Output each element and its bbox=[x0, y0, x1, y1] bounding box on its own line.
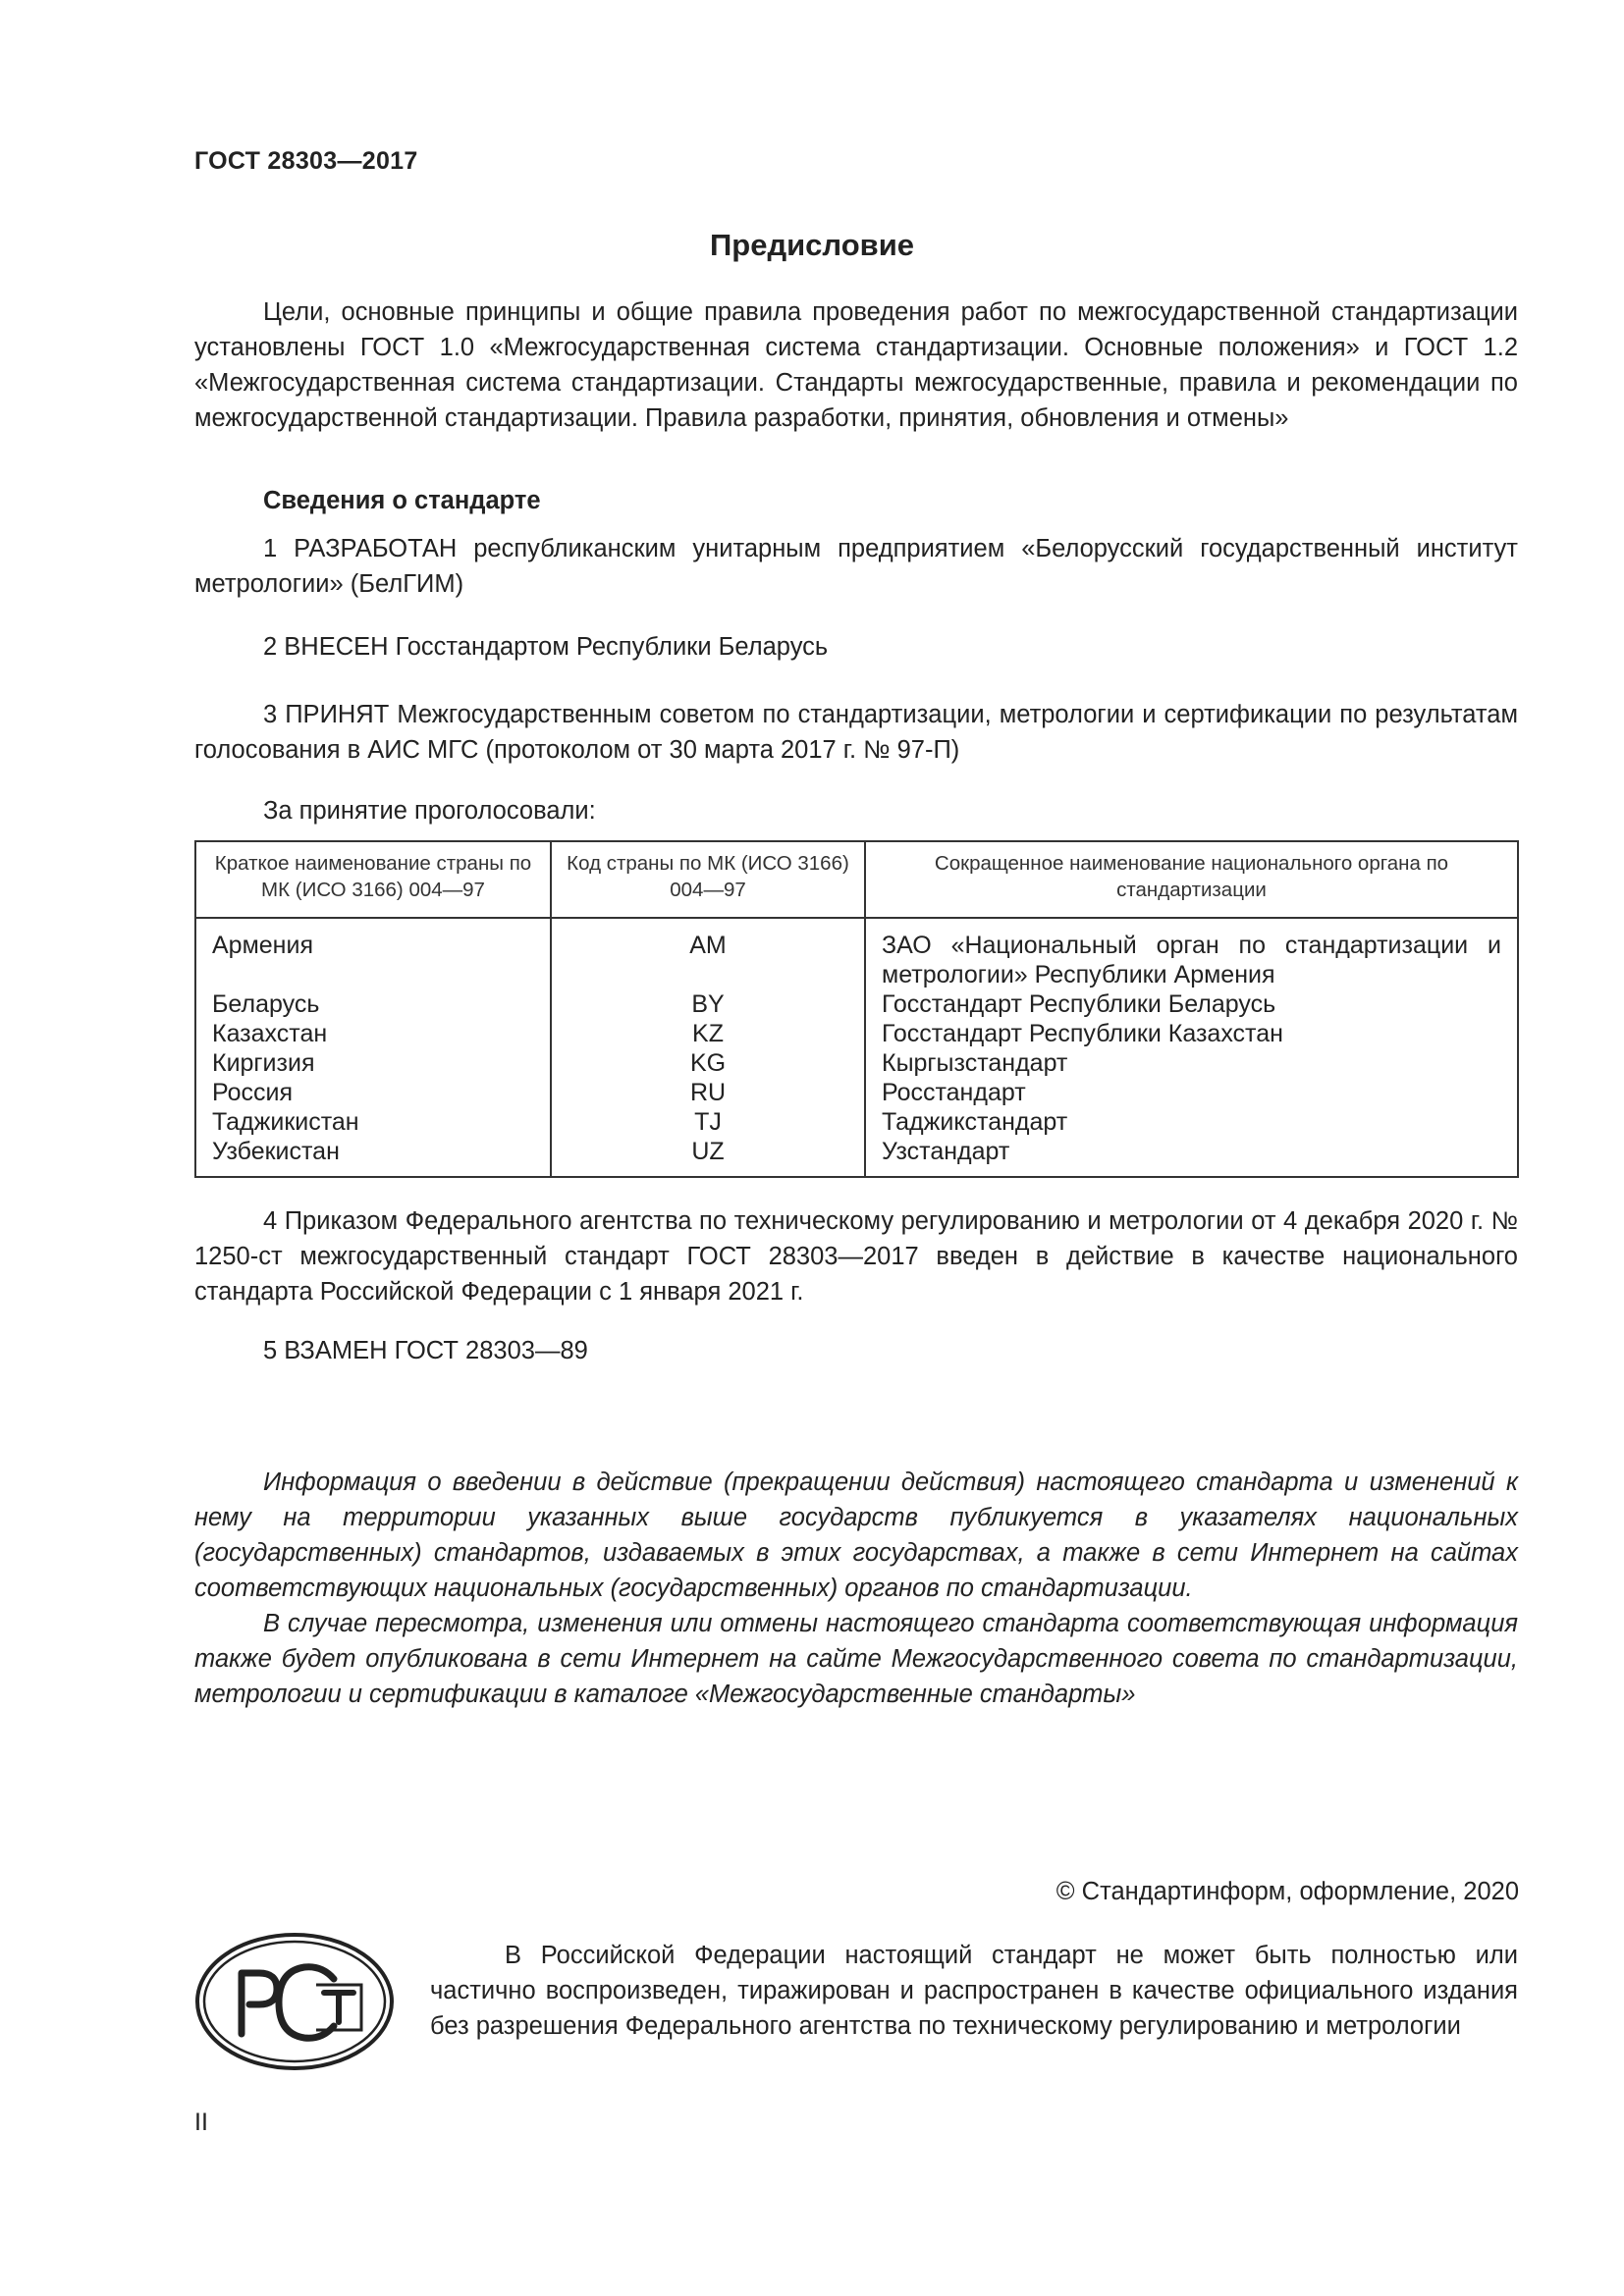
country-cell: Казахстан bbox=[195, 1019, 551, 1048]
body-cell: Госстандарт Республики Казахстан bbox=[865, 1019, 1518, 1048]
table-row bbox=[195, 989, 1518, 1019]
header-body: Сокращенное наименование национального органа по стандартизации bbox=[865, 841, 1518, 918]
standard-code: ГОСТ 28303—2017 bbox=[194, 147, 418, 175]
table-row bbox=[195, 918, 1518, 989]
rst-certification-mark-icon bbox=[194, 1932, 395, 2071]
body-cell: Росстандарт bbox=[865, 1078, 1518, 1107]
body-cell: Таджикстандарт bbox=[865, 1107, 1518, 1137]
body-cell: Узстандарт bbox=[865, 1137, 1518, 1177]
item-developed: 1 РАЗРАБОТАН республиканским унитарным предприятием «Белорусский государственный институт метрологии» (БелГИМ) bbox=[194, 535, 1518, 598]
country-cell: Узбекистан bbox=[195, 1137, 551, 1177]
country-cell: Киргизия bbox=[195, 1048, 551, 1078]
info-note: В случае пересмотра, изменения или отмены настоящего стандарта соответствующая информация также будет опубликована в сети Интернет на сайте Межгосударственного совета по стандартизации, метрологии и сертификации в каталоге «Межгосударственные стандарты» bbox=[194, 1610, 1518, 1708]
header-code: Код страны по МК (ИСО 3166) 004—97 bbox=[551, 841, 865, 918]
code-cell: RU bbox=[551, 1078, 865, 1107]
header-country: Краткое наименование страны по МК (ИСО 3166) 004—97 bbox=[195, 841, 551, 918]
item-replaces: 5 ВЗАМЕН ГОСТ 28303—89 bbox=[263, 1337, 588, 1364]
intro-paragraph: Цели, основные принципы и общие правила проведения работ по межгосударственной стандартизации установлены ГОСТ 1.0 «Межгосударственная система стандартизации. Основные положения» и ГОСТ 1.2 «Межгосударственная система стандартизации. Стандарты межгосударственные, правила и рекомендации по межгосударственной стандартизации. Правила разработки, принятия, обновления и отмены» bbox=[194, 298, 1518, 432]
table-row bbox=[195, 1048, 1518, 1078]
body-cell: ЗАО «Национальный орган по стандартизации и метрологии» Республики Армения bbox=[865, 918, 1518, 989]
code-cell: BY bbox=[551, 989, 865, 1019]
voted-label: За принятие проголосовали: bbox=[263, 797, 596, 825]
page-title: Предисловие bbox=[709, 228, 914, 262]
country-cell: Беларусь bbox=[195, 989, 551, 1019]
table-row bbox=[195, 1137, 1518, 1177]
table-row bbox=[195, 1078, 1518, 1107]
table-row bbox=[195, 1107, 1518, 1137]
table-row bbox=[195, 1019, 1518, 1048]
item-introduced: 2 ВНЕСЕН Госстандартом Республики Беларусь bbox=[263, 633, 829, 661]
item-order: 4 Приказом Федерального агентства по техническому регулированию и метрологии от 4 декабря 2020 г. № 1250-ст межгосударственный стандарт ГОСТ 28303—2017 введен в действие в качестве национального стандарта Российской Федерации с 1 января 2021 г. bbox=[194, 1207, 1518, 1306]
country-cell: Россия bbox=[195, 1078, 551, 1107]
standard-info-heading: Сведения о стандарте bbox=[263, 487, 541, 514]
code-cell: TJ bbox=[551, 1107, 865, 1137]
code-cell: KG bbox=[551, 1048, 865, 1078]
body-cell: Кыргызстандарт bbox=[865, 1048, 1518, 1078]
voting-countries-table bbox=[194, 840, 1519, 1178]
table-header-row bbox=[195, 841, 1518, 918]
country-cell: Таджикистан bbox=[195, 1107, 551, 1137]
reproduction-notice: В Российской Федерации настоящий стандарт не может быть полностью или частично воспроизведен, тиражирован и распространен в качестве официального издания без разрешения Федерального агентства по техническому регулированию и метрологии bbox=[430, 1942, 1518, 2040]
info-note: Информация о введении в действие (прекращении действия) настоящего стандарта и изменений к нему на территории указанных выше государств публикуется в указателях национальных (государственных) стандартов, издаваемых в этих государствах, а также в сети Интернет на сайтах соответствующих национальных (государственных) органов по стандартизации. bbox=[194, 1468, 1518, 1602]
implementation-info bbox=[194, 1465, 1518, 1712]
code-cell: KZ bbox=[551, 1019, 865, 1048]
copyright-line: © Стандартинформ, оформление, 2020 bbox=[1056, 1878, 1519, 1905]
country-cell: Армения bbox=[195, 918, 551, 989]
code-cell: AM bbox=[551, 918, 865, 989]
body-cell: Госстандарт Республики Беларусь bbox=[865, 989, 1518, 1019]
page-number: II bbox=[194, 2109, 208, 2136]
code-cell: UZ bbox=[551, 1137, 865, 1177]
item-adopted: 3 ПРИНЯТ Межгосударственным советом по стандартизации, метрологии и сертификации по результатам голосования в АИС МГС (протоколом от 30 марта 2017 г. № 97-П) bbox=[194, 701, 1518, 764]
